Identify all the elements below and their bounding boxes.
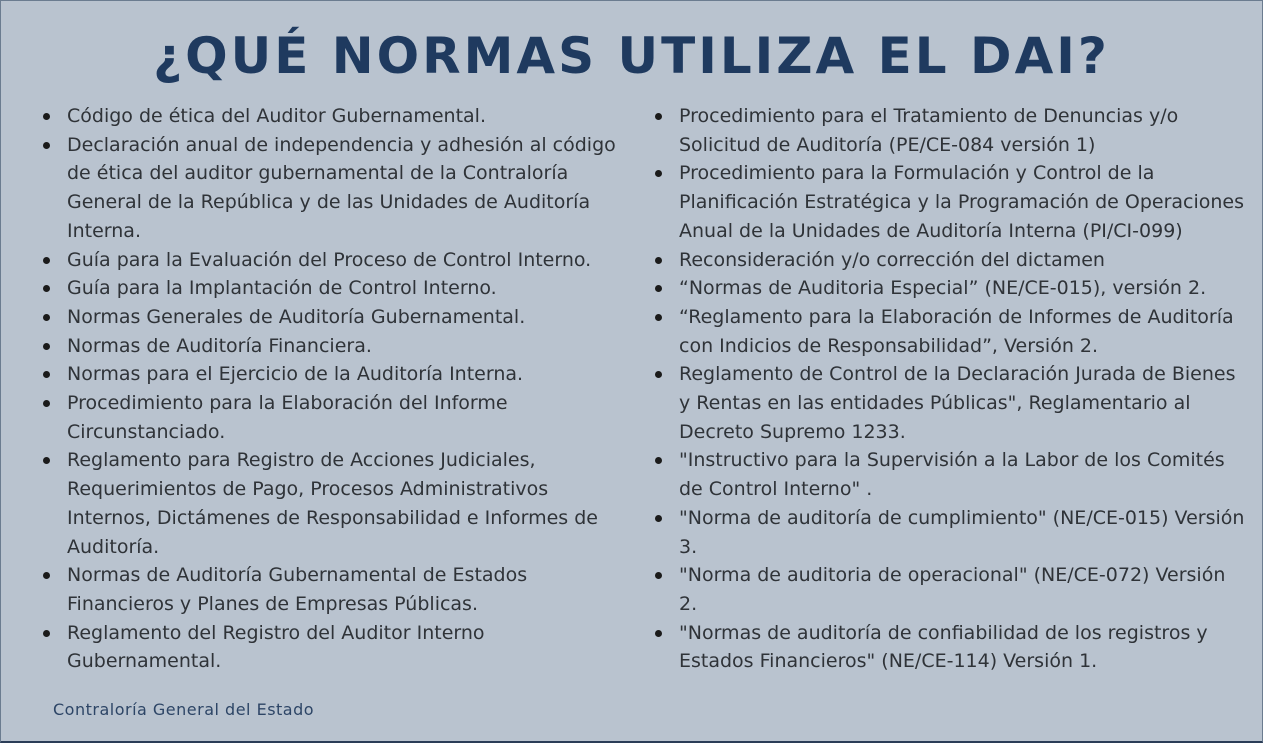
list-item: Normas de Auditoría Financiera.: [67, 332, 617, 361]
norms-list-right: [679, 102, 1247, 676]
list-item: Reglamento para Registro de Acciones Judiciales, Requerimientos de Pago, Procesos Administrativos Internos, Dictámenes de Responsabilidad e Informes de Auditoría.: [67, 446, 617, 561]
list-item: “Normas de Auditoria Especial” (NE/CE-015), versión 2.: [679, 274, 1247, 303]
list-item: "Normas de auditoría de confiabilidad de los registros y Estados Financieros" (NE/CE-114) Versión 1.: [679, 619, 1247, 676]
list-item: Procedimiento para la Formulación y Control de la Planificación Estratégica y la Programación de Operaciones Anual de la Unidades de Auditoría Interna (PI/CI-099): [679, 159, 1247, 245]
list-item: “Reglamento para la Elaboración de Informes de Auditoría con Indicios de Responsabilidad”, Versión 2.: [679, 303, 1247, 360]
list-item: Guía para la Implantación de Control Interno.: [67, 274, 617, 303]
norms-list-left: [67, 102, 617, 676]
list-item: Código de ética del Auditor Gubernamental.: [67, 102, 617, 131]
list-item: Declaración anual de independencia y adhesión al código de ética del auditor gubernamental de la Contraloría General de la República y de las Unidades de Auditoría Interna.: [67, 131, 617, 246]
page-title: ¿QUÉ NORMAS UTILIZA EL DAI?: [153, 27, 1110, 85]
list-item: Guía para la Evaluación del Proceso de Control Interno.: [67, 246, 617, 275]
list-item: Reglamento de Control de la Declaración Jurada de Bienes y Rentas en las entidades Públicas", Reglamentario al Decreto Supremo 1233.: [679, 360, 1247, 446]
list-item: Normas para el Ejercicio de la Auditoría Interna.: [67, 360, 617, 389]
list-item: Reconsideración y/o corrección del dictamen: [679, 246, 1247, 275]
list-item: Reglamento del Registro del Auditor Interno Gubernamental.: [67, 619, 617, 676]
list-item: Normas Generales de Auditoría Gubernamental.: [67, 303, 617, 332]
list-item: "Instructivo para la Supervisión a la Labor de los Comités de Control Interno" .: [679, 446, 1247, 503]
list-item: Procedimiento para el Tratamiento de Denuncias y/o Solicitud de Auditoría (PE/CE-084 versión 1): [679, 102, 1247, 159]
footer-organization: Contraloría General del Estado: [53, 700, 315, 719]
list-item: Normas de Auditoría Gubernamental de Estados Financieros y Planes de Empresas Públicas.: [67, 561, 617, 618]
list-item: "Norma de auditoria de operacional" (NE/CE-072) Versión 2.: [679, 561, 1247, 618]
list-item: "Norma de auditoría de cumplimiento" (NE/CE-015) Versión 3.: [679, 504, 1247, 561]
list-item: Procedimiento para la Elaboración del Informe Circunstanciado.: [67, 389, 617, 446]
